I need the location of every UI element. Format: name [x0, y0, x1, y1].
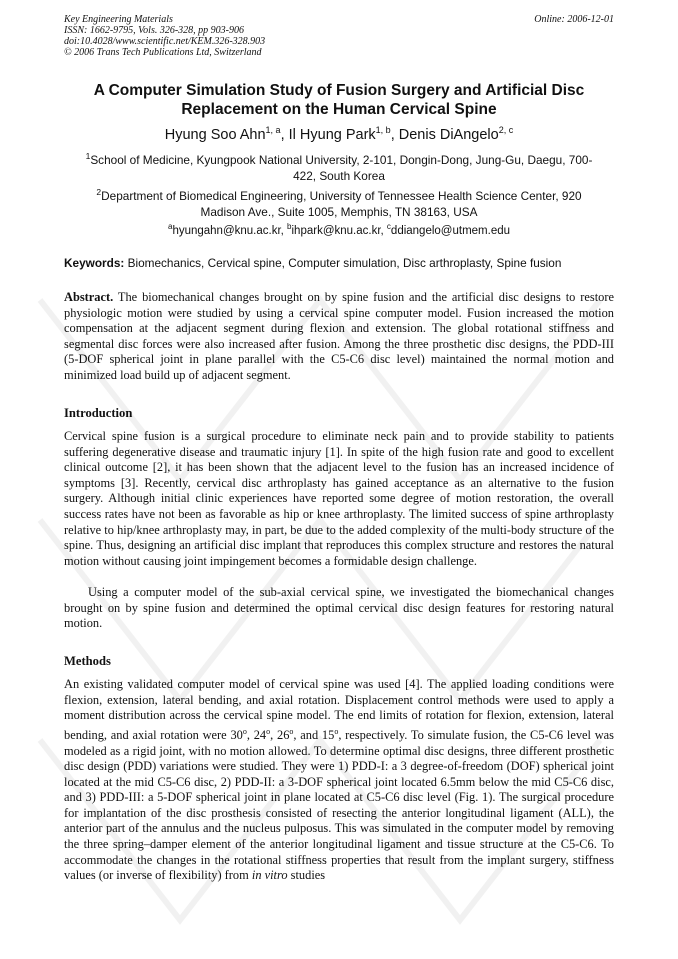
affiliation-2-line-1: Department of Biomedical Engineering, University of Tennessee Health Science Center, 920 [101, 188, 582, 203]
degree-sup: o [334, 726, 339, 736]
title-line-1: A Computer Simulation Study of Fusion Surgery and Artificial Disc [93, 82, 585, 99]
degree-sup: o [289, 726, 294, 736]
email-a-sup: a [167, 222, 173, 231]
email-c-sup: c [386, 222, 391, 231]
keywords-label: Keywords: [64, 256, 125, 270]
affiliation-2 [64, 184, 614, 221]
author-2-sup: 1, b [375, 125, 391, 135]
copyright-line: © 2006 Trans Tech Publications Ltd, Switzerland [64, 47, 262, 58]
email-b: ihpark@knu.ac.kr, [291, 224, 387, 237]
author-1-name: Hyung Soo Ahn [164, 126, 266, 143]
introduction-paragraph-1: Cervical spine fusion is a surgical procedure to eliminate neck pain and to provide stability to patients suffering degenerative disease and traumatic injury [1]. In spite of the high fusion rate and good to excellent clinical outcome [2], it has been shown that the adjacent level to the fusion has an increased incidence of symptoms [3]. Recently, cervical disc arthroplasty has gained acceptance as an alternative to the fusion surgery. Although initial clinic experiences have reported some degree of motion restoration, the overall success rates have not been as favorable as hip or knee arthroplasty. The limited success of spine arthroplasty relative to hip/knee arthroplasty may, in part, be due to the added complexity of the multi-body structure of the spine. Thus, designing an artificial disc implant that reproduces this complex structure and restores the natural motion without causing joint impingement becomes a formidable design challenge. [64, 429, 614, 568]
journal-header [64, 14, 265, 58]
methods-heading: Methods [64, 654, 111, 668]
email-c: ddiangelo@utmem.edu [390, 224, 511, 237]
email-line [64, 219, 614, 239]
degree-sup: o [266, 726, 271, 736]
methods-paragraph-1 [64, 677, 614, 884]
abstract [64, 290, 614, 384]
author-3-name: Denis DiAngelo [398, 126, 499, 143]
email-b-sup: b [287, 222, 292, 231]
online-date: Online: 2006-12-01 [534, 14, 614, 25]
author-1-sup: 1, a [265, 125, 281, 135]
affiliation-1-line-2: 422, South Korea [293, 169, 385, 184]
email-a: hyungahn@knu.ac.kr, [172, 224, 288, 237]
abstract-label: Abstract. [64, 290, 114, 304]
author-separator: , [390, 126, 399, 143]
journal-name: Key Engineering Materials [64, 14, 173, 25]
methods-text-c: , 26 [270, 727, 290, 742]
author-separator: , [280, 126, 289, 143]
affiliation-1 [64, 148, 614, 185]
author-2-name: Il Hyung Park [288, 126, 376, 143]
affiliation-1-line-1: School of Medicine, Kyungpook National University, 2-101, Dongin-Dong, Jung-Gu, Daegu, 700- [90, 152, 593, 167]
methods-text-a: An existing validated computer model of cervical spine was used [4]. The applied loading conditions were flexion, extension, lateral bending, and axial rotation. Displacement control methods were used to apply a moment distribution across the cervical spine model. The end limits of rotation for flexion, extension, lateral bending, and axial rotation were 30 [64, 677, 614, 742]
degree-sup: o [242, 726, 247, 736]
affiliation-2-line-2: Madison Ave., Suite 1005, Memphis, TN 38163, USA [200, 205, 478, 220]
issn-line: ISSN: 1662-9795, Vols. 326-328, pp 903-906 [64, 25, 244, 36]
methods-text-f: studies [287, 868, 326, 883]
title-line-2: Replacement on the Human Cervical Spine [181, 101, 497, 118]
methods-text-e: , respectively. To simulate fusion, the C5-C6 level was modeled as a rigid joint, with no motion allowed. To determine optimal disc designs, three different prosthetic disc design (PDD) variations were studied. They were 1) PDD-I: a 3 degree-of-freedom (DOF) spherical joint located at the mid C5-C6 disc, 2) PDD-II: a 3-DOF spherical joint located 6.5mm below the mid C5-C6 disc, and 3) PDD-III: a 5-DOF spherical joint in plane located at C5-C6 disc level (Fig. 1). The surgical procedure for implantation of the disc prosthesis consisted of resecting the anterior longitudinal ligament (ALL), the anterior part of the annulus and the nucleus pulposus. This was simulated in the computer model by removing the three spring–damper element of the anterior longitudinal ligament and tissue structure at the C5-C6. To accommodate the changes in the rotational stiffness properties that result from the implant surgery, stiffness values (or inverse of flexibility) from [64, 727, 614, 883]
author-3-sup: 2, c [498, 125, 514, 135]
keywords [64, 255, 616, 271]
abstract-text: The biomechanical changes brought on by spine fusion and the artificial disc designs to restore physiologic motion were studied by using a cervical spine computer model. Fusion increased the motion compensation at the adjacent segment during flexion and extension. The global rotational stiffness and segmental disc forces were also increased after fusion. Among the three prosthetic disc designs, the PDD-III (5-DOF spherical joint in plane parallel with the C5-C6 disc level) maintained the normal motion and minimized load build up of adjacent segment. [64, 290, 614, 382]
introduction-paragraph-2: Using a computer model of the sub-axial cervical spine, we investigated the biomechanical changes brought on by spine fusion and determined the optimal cervical disc design features for restoring natural motion. [64, 585, 614, 631]
affiliation-2-sup: 2 [96, 187, 102, 197]
doi-line: doi:10.4028/www.scientific.net/KEM.326-328.903 [64, 36, 266, 47]
paper-title [60, 81, 618, 119]
keywords-text: Biomechanics, Cervical spine, Computer simulation, Disc arthroplasty, Spine fusion [124, 256, 562, 270]
affiliation-1-sup: 1 [85, 151, 91, 161]
methods-text-b: , 24 [246, 727, 267, 742]
introduction-heading: Introduction [64, 406, 133, 420]
methods-italic-term: in vitro [251, 868, 288, 883]
methods-text-d: , and 15 [293, 727, 335, 742]
author-list [60, 121, 618, 144]
